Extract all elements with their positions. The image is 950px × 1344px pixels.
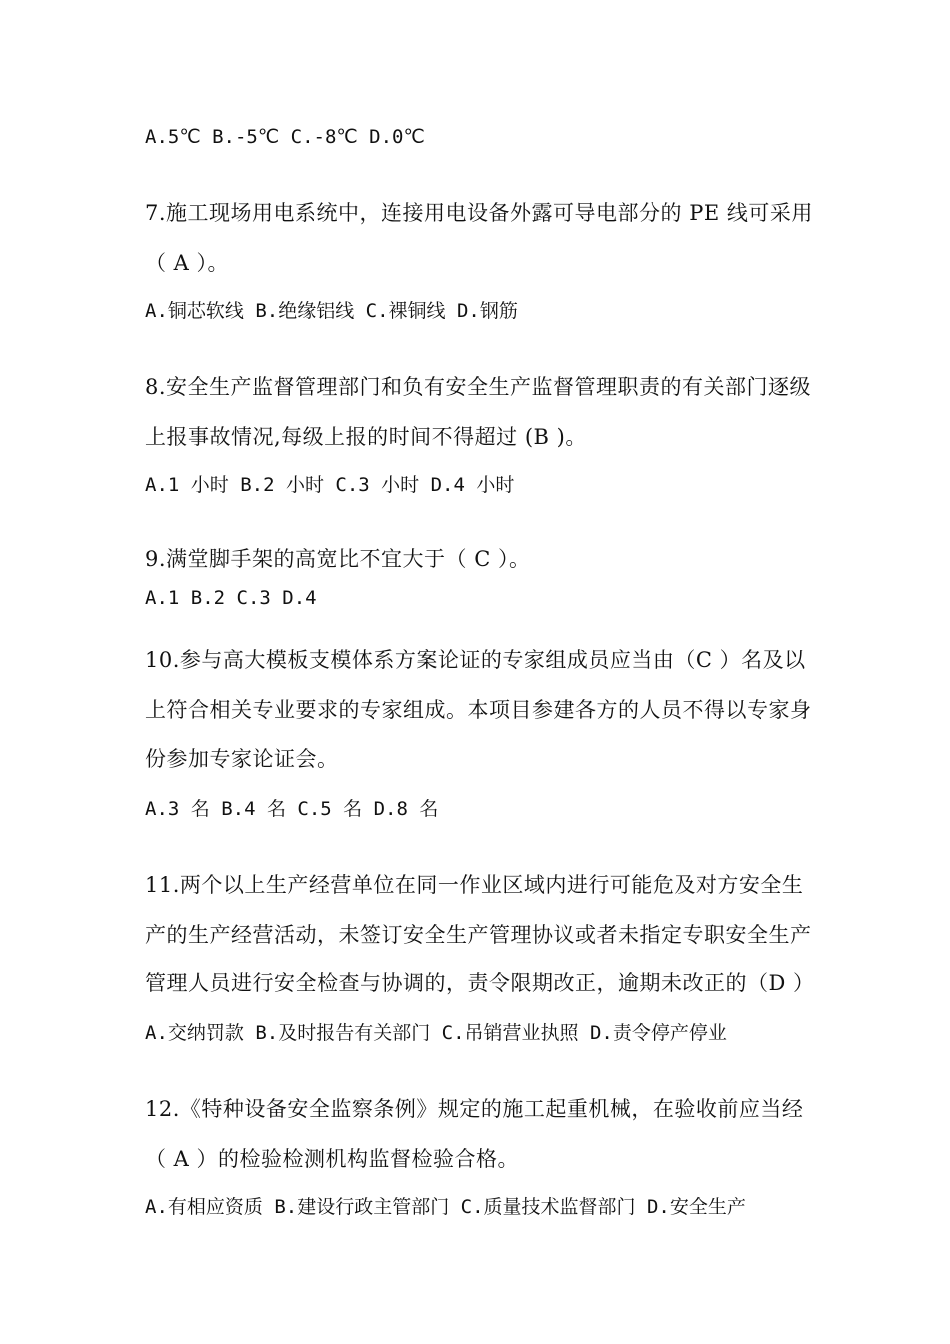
q12-options: A.有相应资质 B.建设行政主管部门 C.质量技术监督部门 D.安全生产: [145, 1196, 746, 1218]
q9-options: A.1 B.2 C.3 D.4: [145, 587, 317, 609]
q10-stem-line-3: 份参加专家论证会。: [145, 747, 339, 771]
q11-options: A.交纳罚款 B.及时报告有关部门 C.吊销营业执照 D.责令停产停业: [145, 1022, 727, 1044]
q9-stem-line-1: 9.满堂脚手架的高宽比不宜大于（ C ）。: [145, 547, 531, 571]
q11-stem-line-2: 产的生产经营活动，未签订安全生产管理协议或者未指定专职安全生产: [145, 923, 812, 947]
q12-stem-line-2: （ A ）的检验检测机构监督检验合格。: [145, 1147, 520, 1171]
q8-options: A.1 小时 B.2 小时 C.3 小时 D.4 小时: [145, 474, 515, 496]
q7-stem-line-2: （ A ）。: [145, 251, 230, 275]
q10-options: A.3 名 B.4 名 C.5 名 D.8 名: [145, 798, 439, 820]
q10-stem-line-2: 上符合相关专业要求的专家组成。本项目参建各方的人员不得以专家身: [145, 698, 812, 722]
q8-stem-line-2: 上报事故情况,每级上报的时间不得超过 (B )。: [145, 425, 587, 449]
q12-stem-line-1: 12.《特种设备安全监察条例》规定的施工起重机械，在验收前应当经: [145, 1097, 804, 1121]
q11-stem-line-3: 管理人员进行安全检查与协调的，责令限期改正，逾期未改正的（D ）: [145, 971, 815, 995]
q7-stem-line-1: 7.施工现场用电系统中，连接用电设备外露可导电部分的 PE 线可采用: [145, 201, 813, 225]
q7-options: A.铜芯软线 B.绝缘铝线 C.裸铜线 D.钢筋: [145, 300, 518, 322]
q10-stem-line-1: 10.参与高大模板支模体系方案论证的专家组成员应当由（C ）名及以: [145, 648, 806, 672]
q6-options: A.5℃ B.-5℃ C.-8℃ D.0℃: [145, 126, 425, 148]
q8-stem-line-1: 8.安全生产监督管理部门和负有安全生产监督管理职责的有关部门逐级: [145, 375, 812, 399]
q11-stem-line-1: 11.两个以上生产经营单位在同一作业区域内进行可能危及对方安全生: [145, 873, 804, 897]
